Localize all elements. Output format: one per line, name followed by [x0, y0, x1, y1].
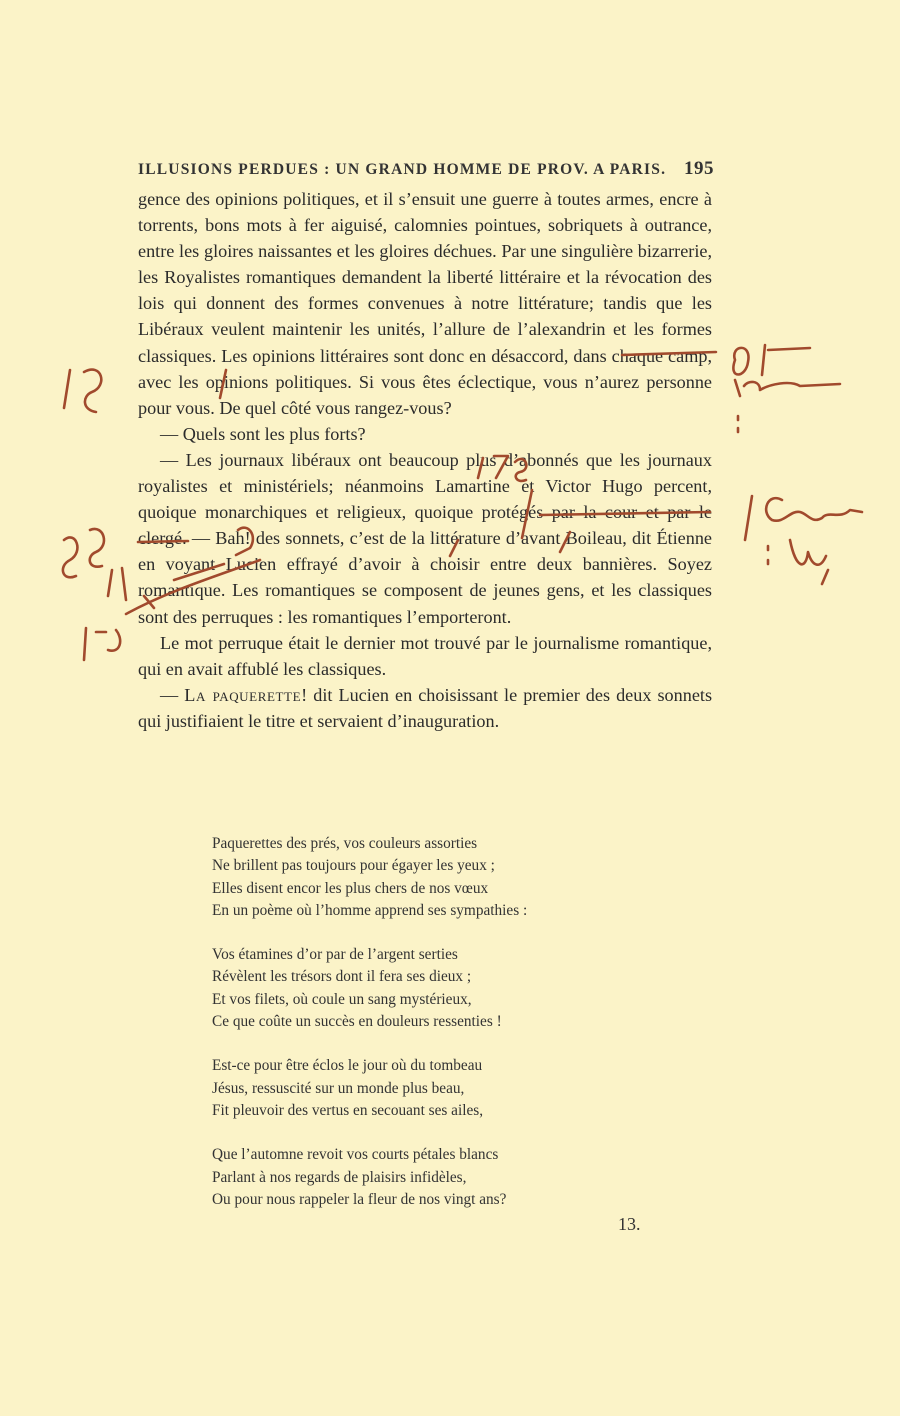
verse-line: Parlant à nos regards de plaisirs infidèles,	[212, 1168, 467, 1186]
sonnet	[212, 833, 632, 1233]
verse-line: Ou pour nous rappeler la fleur de nos vingt ans?	[212, 1190, 507, 1208]
verse-line: Paquerettes des prés, vos couleurs assorties	[212, 835, 478, 852]
page-number: 195	[684, 158, 714, 179]
stanza	[212, 833, 632, 922]
running-title: ILLUSIONS PERDUES : UN GRAND HOMME DE PROV. A PARIS.	[138, 161, 667, 178]
signature-mark: 13.	[618, 1214, 641, 1234]
margin-mark-left	[64, 370, 101, 412]
verse-line: Elles disent encor les plus chers de nos vœux	[212, 879, 489, 897]
verse-line: Révèlent les trésors dont il fera ses dieux ;	[212, 968, 472, 986]
stanza	[212, 944, 632, 1033]
sonnet-title: La paquerette	[184, 684, 302, 705]
margin-note-right	[768, 540, 828, 584]
margin-mark-left	[84, 628, 120, 660]
margin-note-right	[733, 345, 810, 375]
margin-mark-left	[63, 529, 104, 577]
paragraph: — Quels sont les plus forts?	[160, 423, 366, 444]
verse-line: Est-ce pour être éclos le jour où du tombeau	[212, 1057, 483, 1075]
verse-line: Vos étamines d’or par de l’argent serties	[212, 946, 458, 964]
paragraph: Le mot perruque était le dernier mot trouvé par le journalisme romantique, qui en avait affublé les classiques.	[138, 632, 712, 679]
paragraph: gence des opinions politiques, et il s’ensuit une guerre à toutes armes, encre à torrents, bons mots à fer aiguisé, calomnies pointues, sobriquets à outrance, entre les gloires naissantes et les gloires déchues. Par une singulière bizarrerie, les Royalistes romantiques demandent la liberté littéraire et la révocation des lois qui donnent des formes convenues à notre littérature; tandis que les Libéraux veulent maintenir les unités, l’allure de l’alexandrin et les formes classiques. Les opinions littéraires sont donc en désaccord, dans chaque camp, avec les opinions politiques. Si vous êtes éclectique, vous n’aurez personne pour vous. De quel côté vous rangez-vous?	[138, 189, 712, 418]
verse-line: Jésus, ressuscité sur un monde plus beau,	[212, 1079, 465, 1097]
margin-note-right	[735, 380, 840, 396]
verse-line: Que l’automne revoit vos courts pétales blancs	[212, 1146, 499, 1164]
dash: —	[160, 684, 185, 705]
verse-line: Ce que coûte un succès en douleurs ressenties !	[212, 1013, 502, 1031]
margin-note-right	[766, 498, 862, 521]
verse-line: Et vos filets, où coule un sang mystérieux,	[212, 990, 472, 1008]
verse-line: Ne brillent pas toujours pour égayer les yeux ;	[212, 857, 495, 875]
paragraph-rest: ! dit Lucien en choisissant le premier des deux sonnets qui justifiaient le titre et servaient d’inauguration.	[138, 684, 713, 731]
verse-line: En un poème où l’homme apprend ses sympathies :	[212, 901, 528, 919]
margin-mark-left	[108, 568, 126, 600]
paragraph: — Les journaux libéraux ont beaucoup plus d’abonnés que les journaux royalistes et ministériels; néanmoins Lamartine et Victor Hugo percent, quoique monarchiques et religieux, quoique protégés par la cour et par le clergé. — Bah! des sonnets, c’est de la littérature d’avant Boileau, dit Étienne en voyant Lucien effrayé d’avoir à choisir entre deux bannières. Soyez romantique. Les romantiques se composent de jeunes gens, et les classiques sont des perruques : les romantiques l’emporteront.	[138, 449, 712, 627]
prose-body	[138, 186, 712, 734]
stanza	[212, 1144, 632, 1211]
paragraph	[138, 682, 712, 734]
verse-line: Fit pleuvoir des vertus en secouant ses ailes,	[212, 1101, 484, 1119]
running-header	[138, 158, 714, 180]
margin-note-right	[745, 496, 752, 540]
stanza	[212, 1055, 632, 1122]
